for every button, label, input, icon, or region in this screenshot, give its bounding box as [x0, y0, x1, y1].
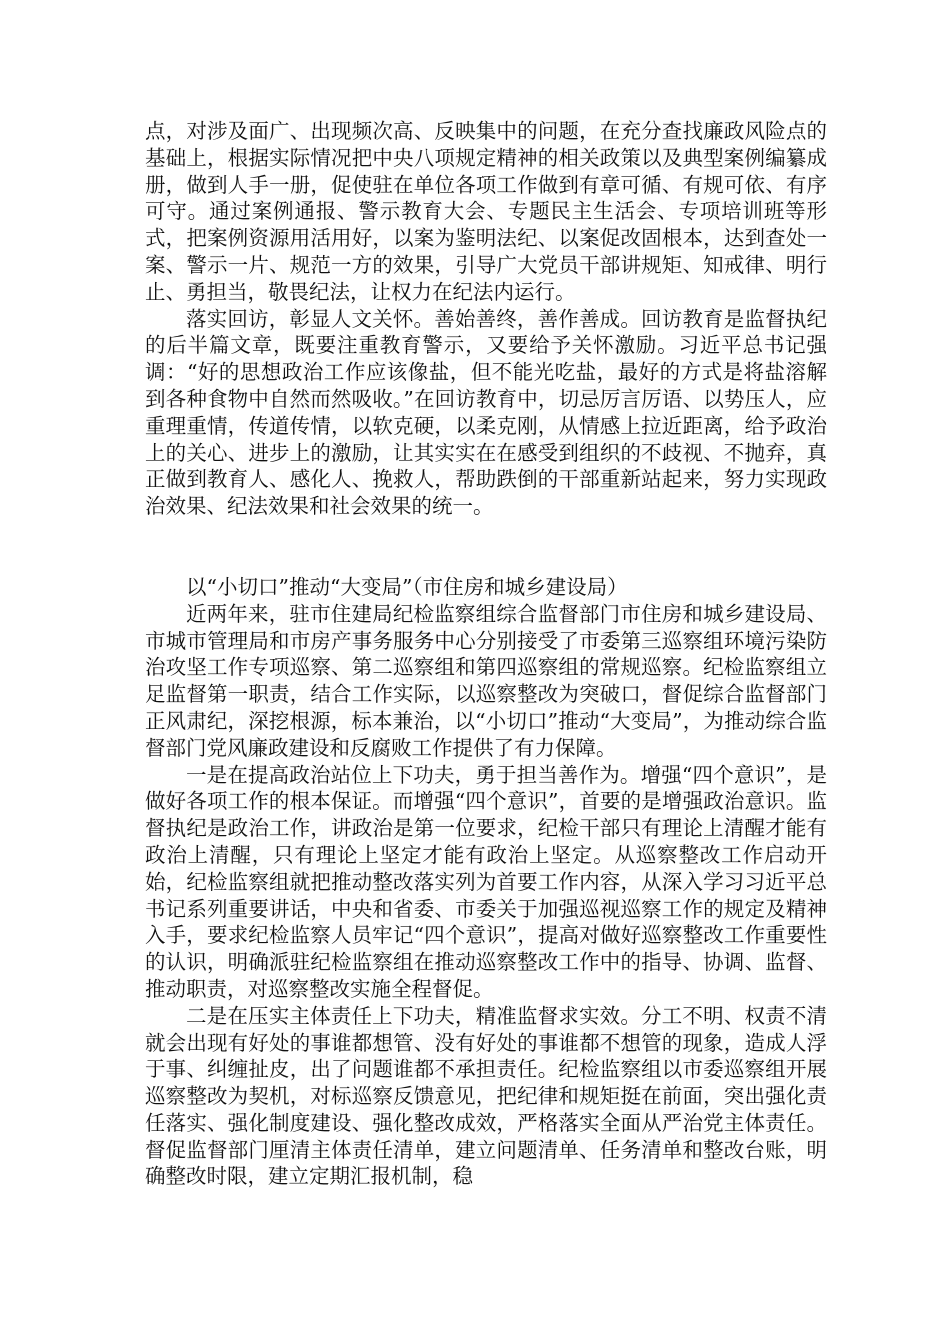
paragraph-intro: 近两年来，驻市住建局纪检监察组综合监督部门市住房和城乡建设局、市城市管理局和市房产事务服务中心分别接受了市委第三巡察组环境污染防治攻坚工作专项巡察、第二巡察组和第四巡察组的常规巡察。纪检监察组立足监督第一职责，结合工作实际，以巡察整改为突破口，督促综合监督部门正风肃纪，深挖根源，标本兼治，以“小切口”推动“大变局”，为推动综合监督部门党风廉政建设和反腐败工作提供了有力保障。 [145, 601, 827, 760]
paragraph-point-two: 二是在压实主体责任上下功夫，精准监督求实效。分工不明、权责不清就会出现有好处的事谁都想管、没有好处的事谁都不想管的现象，造成人浮于事、纠缠扯皮，出了问题谁都不承担责任。纪检监察组以市委巡察组开展巡察整改为契机，对标巡察反馈意见，把纪律和规矩挺在前面，突出强化责任落实、强化制度建设、强化整改成效，严格落实全面从严治党主体责任。督促监督部门厘清主体责任清单，建立问题清单、任务清单和整改台账，明确整改时限，建立定期汇报机制，稳 [145, 1003, 827, 1189]
section-heading: 以“小切口”推动“大变局”（市住房和城乡建设局） [186, 574, 628, 599]
paragraph-point-one: 一是在提高政治站位上下功夫，勇于担当善作为。增强“四个意识”，是做好各项工作的根本保证。而增强“四个意识”，首要的是增强政治意识。监督执纪是政治工作，讲政治是第一位要求，纪检干部只有理论上清醒才能有政治上清醒，只有理论上坚定才能有政治上坚定。从巡察整改工作启动开始，纪检监察组就把推动整改落实列为首要工作内容，从深入学习习近平总书记系列重要讲话，中央和省委、市委关于加强巡视巡察工作的规定及精神入手，要求纪检监察人员牢记“四个意识”，提高对做好巡察整改工作重要性的认识，明确派驻纪检监察组在推动巡察整改工作中的指导、协调、监督、推动职责，对巡察整改实施全程督促。 [145, 762, 827, 1001]
paragraph-continued: 点，对涉及面广、出现频次高、反映集中的问题，在充分查找廉政风险点的基础上，根据实际情况把中央八项规定精神的相关政策以及典型案例编纂成册，做到人手一册，促使驻在单位各项工作做到有章可循、有规可依、有序可守。通过案例通报、警示教育大会、专题民主生活会、专项培训班等形式，把案例资源用活用好，以案为鉴明法纪、以案促改固根本，达到查处一案、警示一片、规范一方的效果，引导广大党员干部讲规矩、知戒律、明行止、勇担当，敬畏纪法，让权力在纪法内运行。 [145, 119, 827, 304]
document-page [145, 118, 827, 1190]
paragraph-revisit: 落实回访，彰显人文关怀。善始善终，善作善成。回访教育是监督执纪的后半篇文章，既要注重教育警示，又要给予关怀激励。习近平总书记强调：“好的思想政治工作应该像盐，但不能光吃盐，最好的方式是将盐溶解到各种食物中自然而然吸收。”在回访教育中，切忌厉言厉语、以势压人，应重理重情，传道传情，以软克硬，以柔克刚，从情感上拉近距离，给予政治上的关心、进步上的激励，让其实实在在感受到组织的不歧视、不抛弃，真正做到教育人、感化人、挽救人，帮助跌倒的干部重新站起来，努力实现政治效果、纪法效果和社会效果的统一。 [145, 306, 827, 519]
section-spacer [145, 520, 827, 574]
